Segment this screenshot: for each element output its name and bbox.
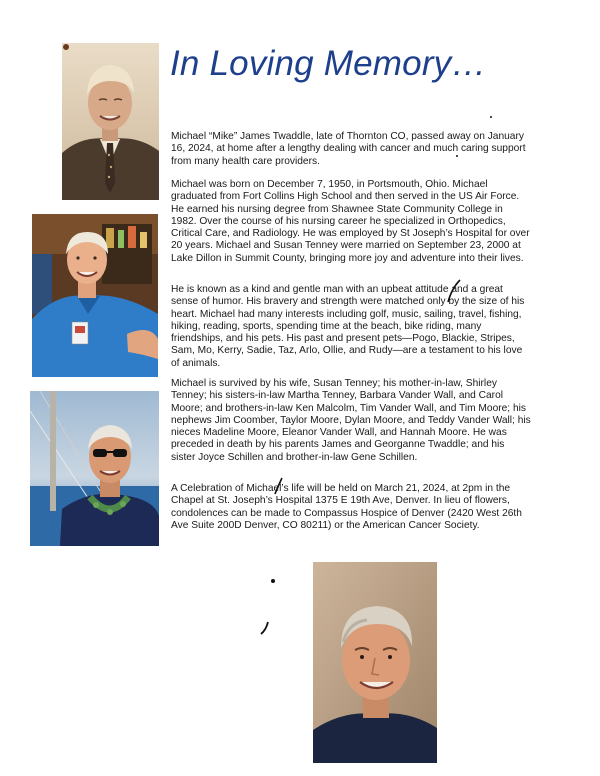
pen-mark-dot-1 <box>268 576 278 586</box>
paragraph-obituary-intro: Michael “Mike” James Twaddle, late of Thornton CO, passed away on January 16, 2024, at home after a lengthy dealing with cancer and much caring support from many health care providers. <box>171 131 526 167</box>
pen-mark-stroke-1 <box>444 278 464 304</box>
photo-sailing <box>30 391 159 546</box>
paragraph-personality: He is known as a kind and gentle man with an upbeat attitude and a great sense of humor. His bravery and strength were matched only by the size of his heart. Michael had many interests including golf, music, sailing, travel, fishing, hiking, reading, sports, spending time at the beach, bike riding, many friendships, and his pets. His past and present pets—Pogo, Blackie, Stripes, Sam, Mo, Kerry, Sadie, Taz, Arlo, Ollie, and Rudy—are a testament to his love of animals. <box>171 284 525 369</box>
pen-mark-dot-2 <box>488 114 494 120</box>
page-title: In Loving Memory… <box>170 44 487 83</box>
paragraph-biography: Michael was born on December 7, 1950, in Portsmouth, Ohio. Michael graduated from Fort Collins High School and then served in the US Air Force. He earned his nursing degree from Shawnee State Community College in 1982. Over the course of his nursing career he specialized in Orthopedics, Critical Care, and Radiology. He was employed by St Joseph’s Hospital for over 20 years. Michael and Susan Tenney were married on September 23, 2000 at Lake Dillon in Summit County, bringing more joy and adventure into their lives. <box>171 179 530 264</box>
photo-in-scrubs <box>32 214 158 377</box>
paragraph-survivors: Michael is survived by his wife, Susan Tenney; his mother-in-law, Shirley Tenney; his sisters-in-law Martha Tenney, Barbara Vander Wall, and Carol Moore; and brothers-in-law Ken Malcolm, Tim Vander Wall, and Tim Moore; his nephews Jim Coomber, Taylor Moore, Dylan Moore, and Teddy Vander Wall; his nieces Madeline Moore, Eleanor Vander Wall, and Hannah Moore. He was preceded in death by his parents James and Georganne Twaddle; and his sister Joyce Schillen and brother-in-law Gene Schillen. <box>171 378 531 463</box>
pen-mark-stroke-2 <box>272 476 286 496</box>
portrait-photo-suit <box>62 43 159 200</box>
pen-mark-stroke-3 <box>258 620 272 636</box>
paragraph-celebration: A Celebration of Michael’s life will be held on March 21, 2024, at 2pm in the Chapel at St. Joseph’s Hospital 1375 E 19th Ave, Denver. In lieu of flowers, condolences can be made to Compassus Hospice of Denver (2420 West 26th Ave Suite 200D Denver, CO 80211) or the American Cancer Society. <box>171 483 522 531</box>
pen-mark-dot-3 <box>454 153 460 159</box>
portrait-photo-closeup <box>313 562 437 763</box>
